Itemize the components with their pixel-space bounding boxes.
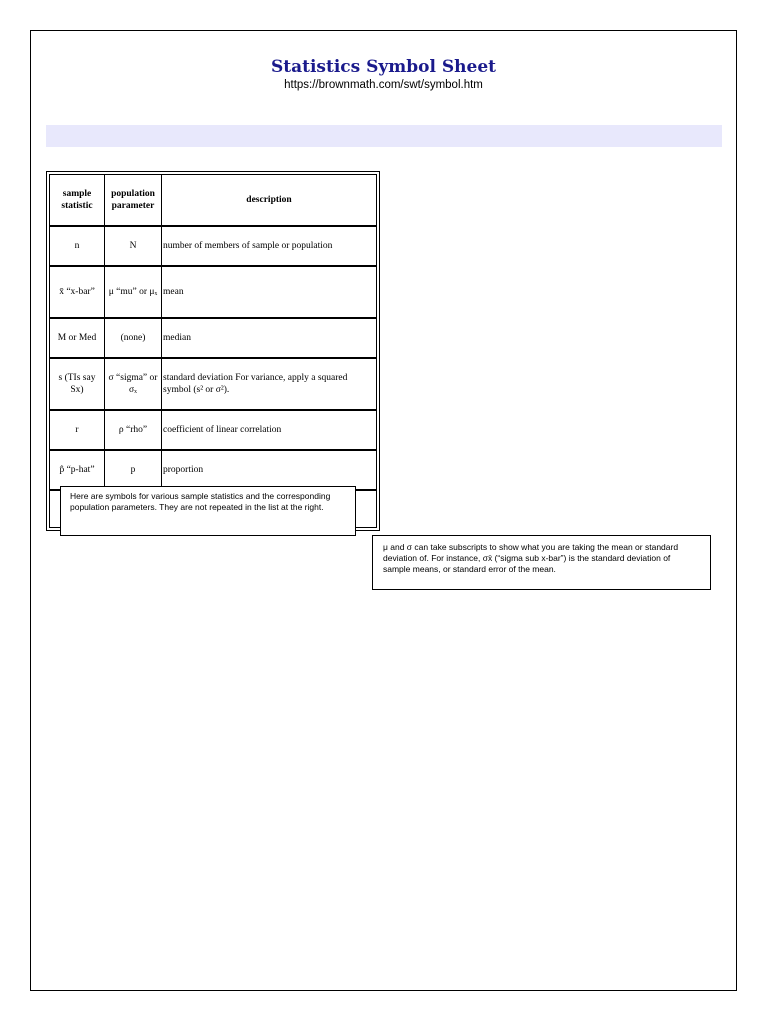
source-url[interactable]: https://brownmath.com/swt/symbol.htm bbox=[284, 79, 483, 91]
cell-sample: p̂ “p-hat” bbox=[50, 450, 105, 490]
table-row bbox=[50, 410, 377, 450]
table-row bbox=[50, 318, 377, 358]
cell-sample: x̄ “x-bar” bbox=[50, 266, 105, 318]
table-header-row bbox=[50, 175, 377, 227]
cell-parameter: ρ “rho” bbox=[105, 410, 162, 450]
table-row bbox=[50, 450, 377, 490]
table-row bbox=[50, 226, 377, 266]
cell-description: coefficient of linear correlation bbox=[162, 410, 377, 450]
cell-description: standard deviation For variance, apply a squared symbol (s² or σ²). bbox=[162, 358, 377, 410]
cell-parameter: (none) bbox=[105, 318, 162, 358]
header-description: description bbox=[162, 175, 377, 227]
cell-description: median bbox=[162, 318, 377, 358]
cell-sample: s (TIs say Sx) bbox=[50, 358, 105, 410]
header-sample-statistic: sample statistic bbox=[50, 175, 105, 227]
cell-sample: r bbox=[50, 410, 105, 450]
cell-parameter: σ “sigma” or σₓ bbox=[105, 358, 162, 410]
cell-parameter: μ “mu” or μₓ bbox=[105, 266, 162, 318]
document-page bbox=[30, 30, 737, 991]
document-title: Statistics Symbol Sheet bbox=[270, 57, 497, 77]
right-comment-box: μ and σ can take subscripts to show what you are taking the mean or standard deviation of. For instance, σx̄ (“sigma sub x-bar”) is the standard deviation of sample means, or standard error of the mean. bbox=[372, 535, 711, 590]
cell-sample: n bbox=[50, 226, 105, 266]
cell-parameter: p bbox=[105, 450, 162, 490]
symbol-table-frame bbox=[46, 171, 380, 531]
cell-description: proportion bbox=[162, 450, 377, 490]
left-comment-box: Here are symbols for various sample statistics and the corresponding population parameters. They are not repeated in the list at the right. bbox=[60, 486, 356, 536]
table-row bbox=[50, 266, 377, 318]
header-band bbox=[46, 125, 722, 147]
symbol-table bbox=[49, 174, 377, 528]
cell-parameter: N bbox=[105, 226, 162, 266]
cell-description: mean bbox=[162, 266, 377, 318]
header-population-parameter: population parameter bbox=[105, 175, 162, 227]
cell-sample: M or Med bbox=[50, 318, 105, 358]
table-row bbox=[50, 358, 377, 410]
cell-description: number of members of sample or population bbox=[162, 226, 377, 266]
